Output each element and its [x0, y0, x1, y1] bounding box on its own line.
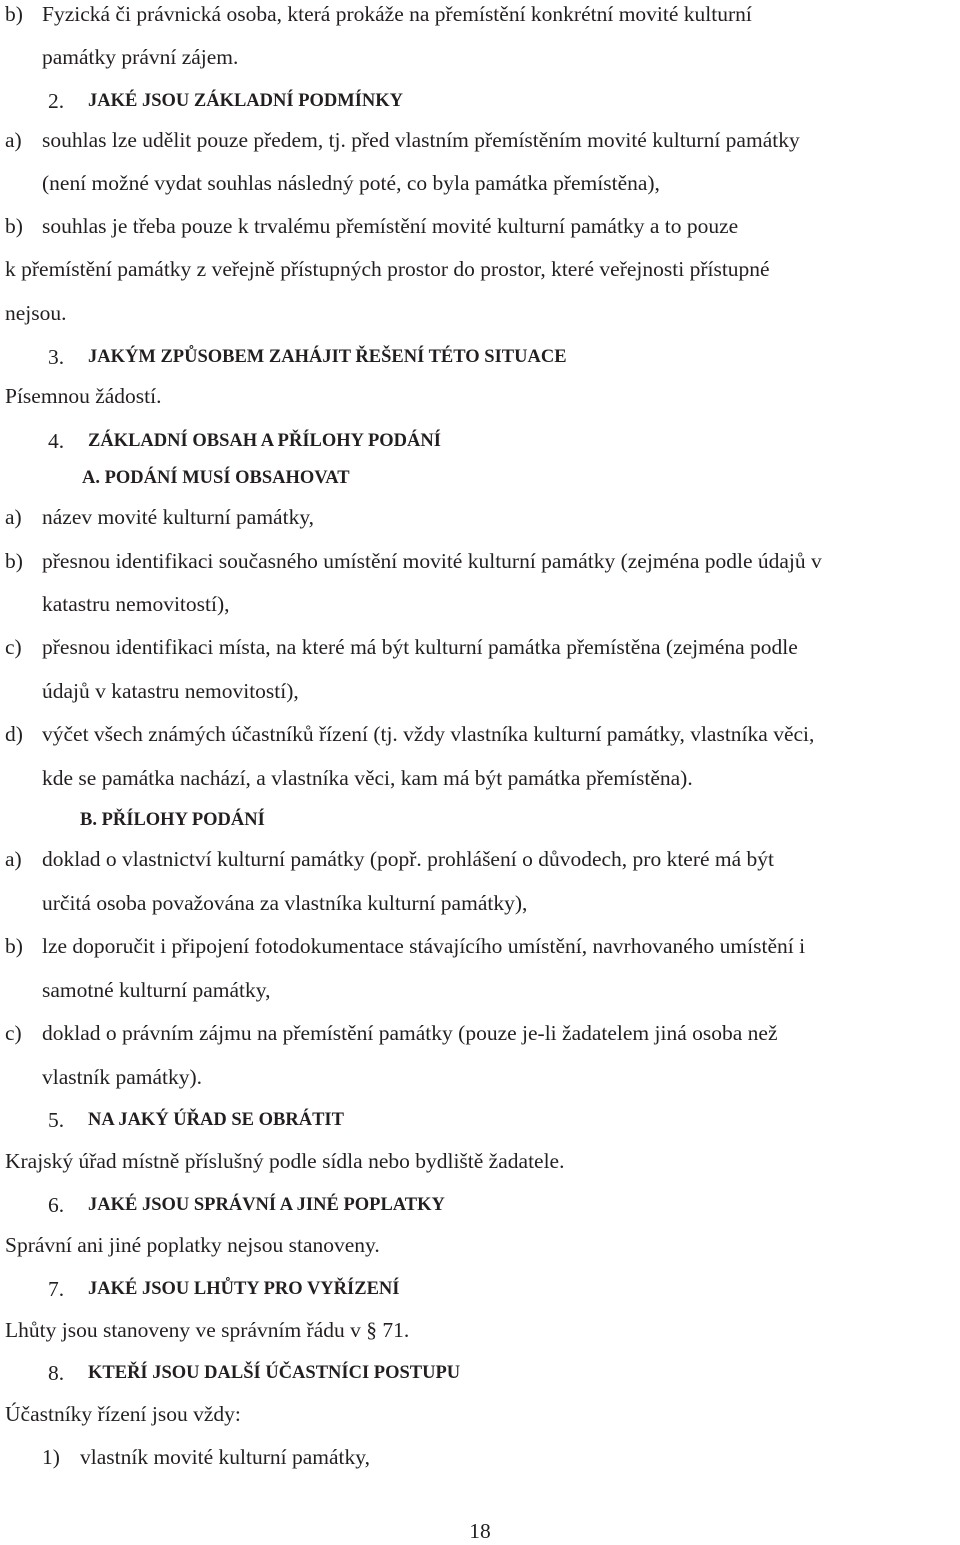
section-number: 5.: [48, 1108, 65, 1132]
list-text: určitá osoba považována za vlastníka kulturní památky),: [42, 891, 528, 915]
list-text: samotné kulturní památky,: [42, 978, 271, 1002]
section-number: 2.: [48, 89, 65, 113]
s2-item-b-cont: [5, 255, 770, 283]
list-label: 1): [42, 1445, 60, 1469]
list-text: přesnou identifikaci současného umístění movité kulturní památky (zejména podle údajů v: [42, 549, 822, 573]
list-label: a): [5, 847, 22, 871]
section-text: Krajský úřad místně příslušný podle sídla nebo bydliště žadatele.: [5, 1149, 565, 1173]
list-text: katastru nemovitostí),: [42, 592, 230, 616]
list-label: b): [5, 214, 23, 238]
list-text: vlastník památky).: [42, 1065, 203, 1089]
section-heading: KTEŘÍ JSOU DALŠÍ ÚČASTNÍCI POSTUPU: [88, 1363, 461, 1383]
list-text: přesnou identifikaci místa, na které má být kulturní památka přemístěna (zejména podle: [42, 635, 798, 659]
list-text: doklad o vlastnictví kulturní památky (popř. prohlášení o důvodech, pro které má být: [42, 847, 775, 871]
section-heading: ZÁKLADNÍ OBSAH A PŘÍLOHY PODÁNÍ: [88, 431, 441, 451]
section-text: Lhůty jsou stanoveny ve správním řádu v § 71.: [5, 1318, 410, 1342]
list-label: a): [5, 128, 22, 152]
list-text: k přemístění památky z veřejně přístupných prostor do prostor, které veřejnosti přístupné: [5, 257, 770, 281]
s4b-item-b-cont: [42, 976, 271, 1004]
list-text: vlastník movité kulturní památky,: [80, 1445, 371, 1469]
section-heading: NA JAKÝ ÚŘAD SE OBRÁTIT: [88, 1110, 344, 1130]
subsection-heading: B. PŘÍLOHY PODÁNÍ: [80, 810, 265, 830]
list-label: b): [5, 934, 23, 958]
list-text: údajů v katastru nemovitostí),: [42, 679, 299, 703]
s2-item-a-cont: [42, 169, 660, 197]
section-heading: JAKÝM ZPŮSOBEM ZAHÁJIT ŘEŠENÍ TÉTO SITUACE: [88, 347, 567, 367]
list-text: lze doporučit i připojení fotodokumentace stávajícího umístění, navrhovaného umístění i: [42, 934, 806, 958]
list-text: název movité kulturní památky,: [42, 505, 315, 529]
list-text: nejsou.: [5, 301, 67, 325]
s4a-item-d-cont: [42, 764, 693, 792]
section-number: 7.: [48, 1277, 65, 1301]
section-number: 3.: [48, 345, 65, 369]
list-label: c): [5, 1021, 22, 1045]
s4b-item-a-cont: [42, 889, 527, 917]
list-text: kde se památka nachází, a vlastníka věci, kam má být památka přemístěna).: [42, 766, 693, 790]
list-label: c): [5, 635, 22, 659]
section-text: Správní ani jiné poplatky nejsou stanoveny.: [5, 1233, 380, 1257]
s4a-item-c-cont: [42, 677, 299, 705]
s2-item-b-cont2: [5, 299, 67, 327]
section-text: Písemnou žádostí.: [5, 384, 162, 408]
s4a-item-b-cont: [42, 590, 230, 618]
section-text: Účastníky řízení jsou vždy:: [5, 1402, 241, 1426]
section-number: 8.: [48, 1361, 65, 1385]
list-text: souhlas lze udělit pouze předem, tj. před vlastním přemístěním movité kulturní památky: [42, 128, 800, 152]
s1-item-b-cont: [42, 43, 238, 71]
list-label: b): [5, 549, 23, 573]
section-heading: JAKÉ JSOU LHŮTY PRO VYŘÍZENÍ: [88, 1279, 400, 1299]
section-heading: JAKÉ JSOU SPRÁVNÍ A JINÉ POPLATKY: [88, 1195, 445, 1215]
list-text: památky právní zájem.: [42, 45, 239, 69]
list-text: doklad o právním zájmu na přemístění památky (pouze je-li žadatelem jiná osoba než: [42, 1021, 778, 1045]
list-label: d): [5, 722, 23, 746]
list-label: a): [5, 505, 22, 529]
subsection-heading: A. PODÁNÍ MUSÍ OBSAHOVAT: [82, 468, 350, 488]
list-label: b): [5, 2, 23, 26]
list-text: výčet všech známých účastníků řízení (tj. vždy vlastníka kulturní památky, vlastníka věci,: [42, 722, 815, 746]
section-number: 4.: [48, 429, 65, 453]
list-text: (není možné vydat souhlas následný poté, co byla památka přemístěna),: [42, 171, 660, 195]
page-number: 18: [469, 1519, 491, 1543]
s4b-item-c-cont: [42, 1063, 202, 1091]
section-heading: JAKÉ JSOU ZÁKLADNÍ PODMÍNKY: [88, 91, 404, 111]
list-text: Fyzická či právnická osoba, která prokáže na přemístění konkrétní movité kulturní: [42, 2, 752, 26]
list-text: souhlas je třeba pouze k trvalému přemístění movité kulturní památky a to pouze: [42, 214, 739, 238]
section-number: 6.: [48, 1193, 65, 1217]
